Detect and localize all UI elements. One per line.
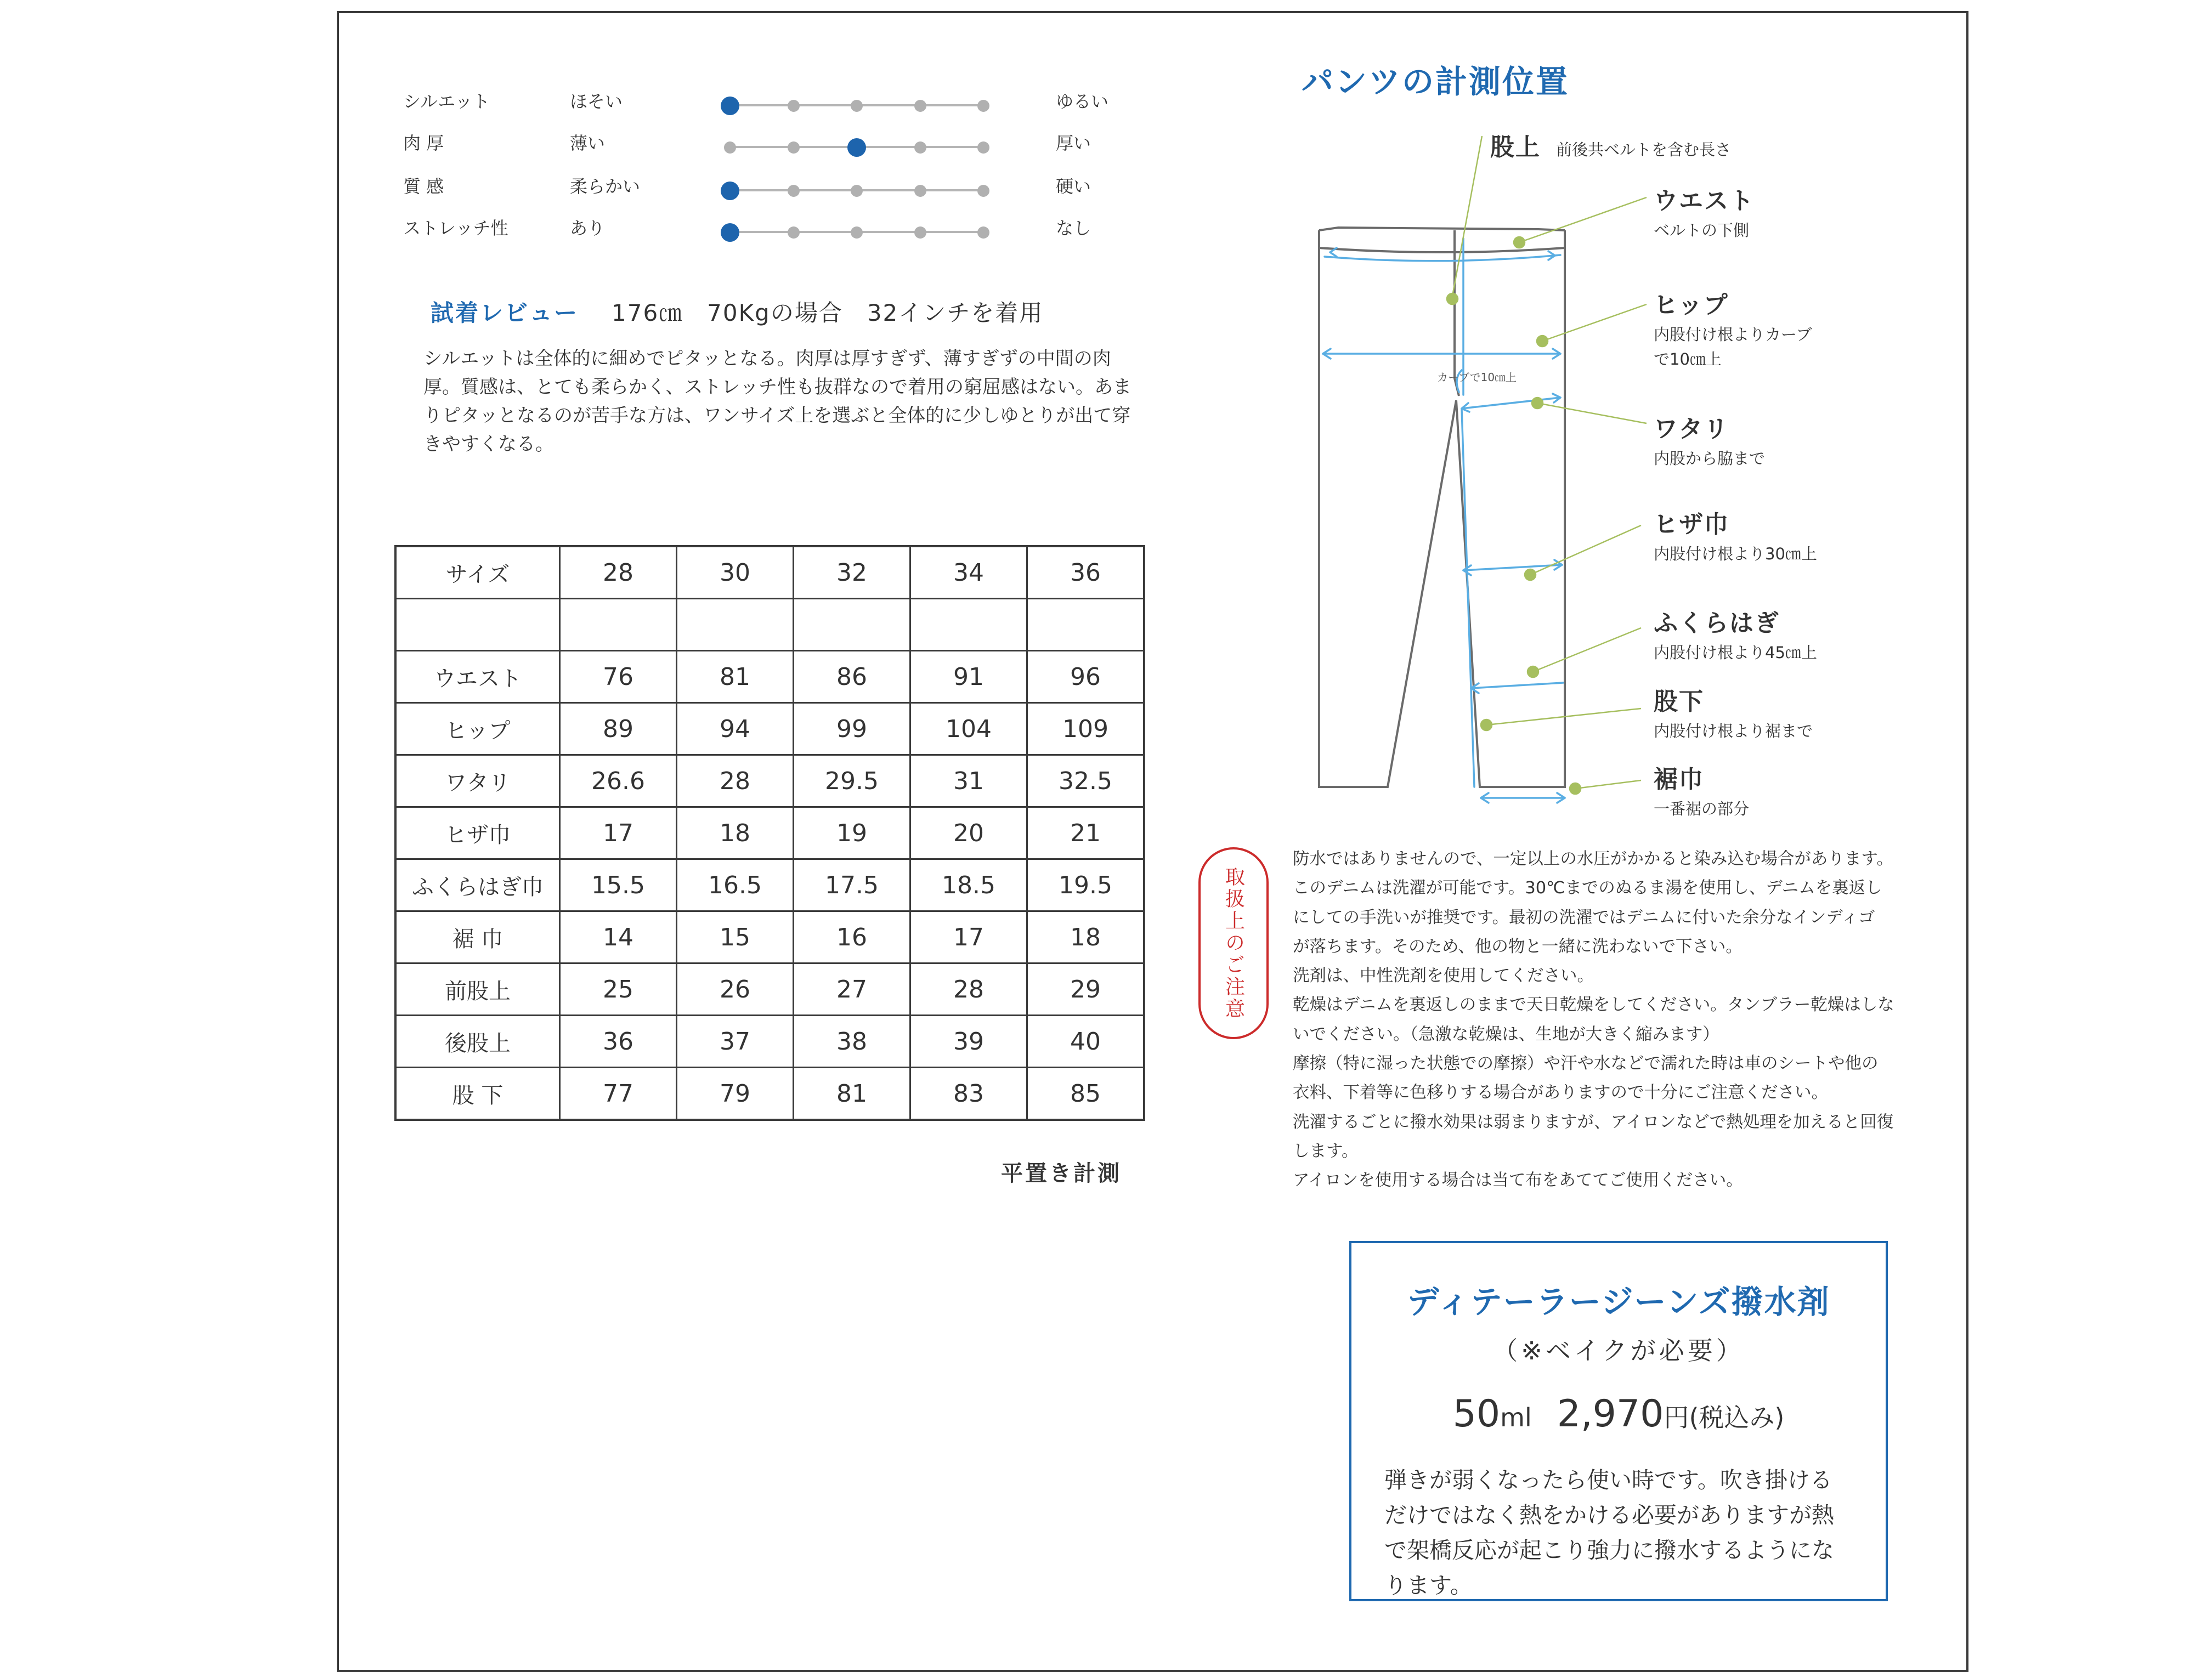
rating-dot (914, 141, 926, 154)
size-value-cell: 40 (1027, 1016, 1145, 1068)
review-subtitle: 176㎝ 70Kgの場合 32インチを着用 (612, 299, 1044, 326)
rating-low: 柔らかい (570, 176, 641, 197)
rating-dot-selected (847, 138, 866, 157)
review-heading (431, 295, 1043, 328)
rating-dot (851, 100, 863, 112)
size-value-cell: 38 (794, 1016, 910, 1068)
rating-dot (724, 141, 736, 154)
size-value-cell: 76 (560, 651, 677, 703)
rating-row (403, 125, 1171, 158)
care-line: このデニムは洗濯が可能です。30℃までのぬるま湯を使用し、デニムを裏返し (1293, 878, 1882, 898)
rating-row (403, 83, 1171, 116)
callout-inseam (1654, 682, 1813, 741)
size-value-cell: 91 (910, 651, 1027, 703)
product-price-line (1351, 1392, 1886, 1436)
rating-dot (977, 141, 989, 154)
callout-sub: 内股から脇まで (1654, 449, 1766, 468)
size-value-cell: 104 (910, 703, 1027, 755)
pants-waistband-top (1319, 228, 1565, 230)
rating-scale (722, 183, 991, 198)
care-line: 洗剤は、中性洗剤を使用してください。 (1293, 966, 1594, 986)
table-row (395, 1068, 1144, 1120)
rating-high: 厚い (1056, 133, 1091, 154)
curve-note: カーブで10㎝上 (1437, 371, 1517, 384)
size-value-cell: 21 (1027, 807, 1145, 859)
rating-low: 薄い (570, 133, 606, 154)
size-value-cell: 17 (560, 807, 677, 859)
size-value-cell: 36 (560, 1016, 677, 1068)
callout-sub: 一番裾の部分 (1654, 800, 1750, 818)
product-volume: 50 (1452, 1392, 1501, 1436)
size-value-cell (910, 599, 1027, 651)
product-volume-unit: ml (1500, 1403, 1532, 1432)
size-value-cell: 31 (910, 755, 1027, 807)
rating-dot (914, 185, 926, 197)
size-value-cell: 15.5 (560, 859, 677, 911)
callout-sub: 内股付け根より45㎝上 (1654, 643, 1817, 662)
callout-title: ウエスト (1654, 187, 1755, 215)
care-line: します。 (1293, 1141, 1359, 1161)
table-header-row (395, 546, 1144, 599)
rating-dot (914, 226, 926, 239)
size-value-cell: 27 (794, 963, 910, 1016)
table-row (395, 599, 1144, 651)
care-line: が落ちます。そのため、他の物と一緒に洗わないで下さい。 (1293, 937, 1743, 956)
table-row (395, 1016, 1144, 1068)
callout-sub: 内股付け根より裾まで (1654, 722, 1813, 740)
rating-dot (851, 226, 863, 239)
callout-title: 股上 (1490, 133, 1541, 161)
size-value-cell: 18 (677, 807, 794, 859)
callout-title: ふくらはぎ (1654, 609, 1780, 637)
size-value-cell: 96 (1027, 651, 1145, 703)
care-line: 衣料、下着等に色移りする場合がありますので十分にご注意ください。 (1293, 1083, 1828, 1103)
row-label-cell: 股 下 (395, 1068, 560, 1120)
size-value-cell: 29 (1027, 963, 1145, 1016)
callout-waist (1654, 181, 1755, 241)
callout-hip (1654, 285, 1812, 370)
rating-dot-selected (721, 223, 739, 242)
row-label-cell: ヒザ巾 (395, 807, 560, 859)
rating-label: 肉 厚 (403, 133, 444, 154)
rating-dot (851, 185, 863, 197)
size-value-cell: 17.5 (794, 859, 910, 911)
measure-lines (1323, 239, 1565, 803)
row-label-cell: ウエスト (395, 651, 560, 703)
callout-sub: 内股付け根よりカーブ (1654, 325, 1812, 344)
table-row (395, 963, 1144, 1016)
rating-label: ストレッチ性 (403, 218, 508, 239)
rating-dot (788, 141, 800, 154)
pants-silhouette (1319, 230, 1565, 787)
table-row (395, 807, 1144, 859)
rating-dot (788, 100, 800, 112)
size-value-cell: 16 (794, 911, 910, 963)
size-value-cell: 28 (910, 963, 1027, 1016)
size-value-cell: 85 (1027, 1068, 1145, 1120)
rating-dot (977, 100, 989, 112)
rating-dot (977, 226, 989, 239)
rating-dot-selected (721, 182, 739, 200)
callout-calf (1654, 603, 1817, 663)
waist-measure-line (1325, 255, 1560, 261)
size-value-cell: 109 (1027, 703, 1145, 755)
size-value-cell: 99 (794, 703, 910, 755)
size-value-cell (560, 599, 677, 651)
care-notes (1293, 844, 1918, 1195)
product-tax: (税込み) (1689, 1403, 1785, 1432)
row-label-cell: 裾 巾 (395, 911, 560, 963)
callout-title: ヒップ (1654, 291, 1729, 319)
care-line: にしての手洗いが推奨です。最初の洗濯ではデニムに付いた余分なインディゴ (1293, 908, 1875, 927)
size-value-cell: 19 (794, 807, 910, 859)
row-label-cell: 前股上 (395, 963, 560, 1016)
rating-low: あり (570, 218, 606, 239)
pants-outline (1319, 228, 1565, 787)
size-table (394, 545, 1145, 1121)
callout-leaders (1447, 136, 1647, 794)
size-value-cell (1027, 599, 1145, 651)
rating-high: ゆるい (1056, 91, 1109, 112)
size-value-cell: 32.5 (1027, 755, 1145, 807)
care-line: アイロンを使用する場合は当て布をあててご使用ください。 (1293, 1171, 1743, 1191)
table-row (395, 859, 1144, 911)
size-value-cell: 14 (560, 911, 677, 963)
table-row (395, 703, 1144, 755)
callout-hem (1654, 760, 1749, 819)
row-label-cell: サイズ (395, 546, 560, 599)
size-value-cell: 83 (910, 1068, 1027, 1120)
pants-diagram (1278, 115, 1662, 828)
product-note: （※ベイクが必要） (1492, 1336, 1745, 1365)
callout-title: 股下 (1654, 688, 1704, 716)
size-value-cell: 79 (677, 1068, 794, 1120)
rating-row (403, 168, 1171, 201)
product-price: 2,970 (1557, 1392, 1664, 1436)
size-value-cell (794, 599, 910, 651)
pants-waistband-bottom (1319, 248, 1565, 252)
callout-title: ワタリ (1654, 415, 1729, 443)
rating-dot (914, 100, 926, 112)
row-label-cell: ヒップ (395, 703, 560, 755)
rating-scale (722, 139, 991, 155)
care-line: 乾燥はデニムを裏返しのままで天日乾燥をしてください。タンブラー乾燥はしな (1293, 995, 1894, 1015)
care-line: いでください。（急激な乾燥は、生地が大きく縮みます） (1293, 1024, 1719, 1044)
row-label-cell (395, 599, 560, 651)
size-value-cell: 26.6 (560, 755, 677, 807)
table-row (395, 651, 1144, 703)
size-value-cell: 34 (910, 546, 1027, 599)
table-row (395, 755, 1144, 807)
size-value-cell: 15 (677, 911, 794, 963)
review-body: シルエットは全体的に細めでピタッとなる。肉厚は厚すぎず、薄すぎずの中間の肉厚。質感は、とても柔らかく、ストレッチ性も抜群なので着用の窮屈感はない。あまりピタッとなるのが苦手な方は、ワンサイズ上を選ぶと全体的に少しゆとりが出て穿きやすくなる。 (423, 348, 1132, 455)
thigh-measure-line (1462, 398, 1560, 409)
calf-measure-line (1471, 683, 1563, 688)
callout-thigh (1654, 409, 1765, 469)
callout-sub: 内股付け根より30㎝上 (1654, 545, 1817, 563)
care-line: 洗濯するごとに撥水効果は弱まりますが、アイロンなどで熱処理を加えると回復 (1293, 1112, 1894, 1132)
care-badge (1198, 847, 1269, 1039)
rating-dot (788, 185, 800, 197)
inseam-measure-line (1462, 409, 1474, 787)
size-value-cell (677, 599, 794, 651)
size-value-cell: 30 (677, 546, 794, 599)
callout-title: ヒザ巾 (1654, 511, 1729, 539)
rating-low: ほそい (570, 91, 623, 112)
rating-scale (722, 98, 991, 113)
care-line: 摩擦（特に湿った状態での摩擦）や汗や水などで濡れた時は車のシートや他の (1293, 1054, 1879, 1074)
rating-high: なし (1056, 218, 1091, 239)
size-value-cell: 29.5 (794, 755, 910, 807)
size-value-cell: 20 (910, 807, 1027, 859)
row-label-cell: 後股上 (395, 1016, 560, 1068)
rating-label: シルエット (403, 91, 490, 112)
product-price-unit: 円 (1664, 1403, 1689, 1432)
rating-row (403, 210, 1171, 243)
rating-label: 質 感 (403, 176, 444, 197)
size-value-cell: 81 (794, 1068, 910, 1120)
size-value-cell: 17 (910, 911, 1027, 963)
size-value-cell: 36 (1027, 546, 1145, 599)
callout-knee (1654, 505, 1817, 564)
callout-sub-2: で10㎝上 (1654, 350, 1722, 369)
size-value-cell: 18.5 (910, 859, 1027, 911)
table-row (395, 911, 1144, 963)
size-value-cell: 16.5 (677, 859, 794, 911)
size-value-cell: 86 (794, 651, 910, 703)
size-value-cell: 89 (560, 703, 677, 755)
rating-dot-selected (721, 97, 739, 115)
rating-scale (722, 224, 991, 240)
size-value-cell: 39 (910, 1016, 1027, 1068)
size-value-cell: 26 (677, 963, 794, 1016)
callout-rise (1490, 127, 1731, 162)
diagram-title: パンツの計測位置 (1302, 63, 1570, 100)
product-name: ディテーラージーンズ撥水剤 (1407, 1283, 1830, 1320)
rating-dot (788, 226, 800, 239)
flat-measure-note: 平置き計測 (1001, 1161, 1122, 1186)
care-badge-label: 取扱上のご注意 (1222, 866, 1245, 1020)
care-line: 防水ではありませんので、一定以上の水圧がかかると染み込む場合があります。 (1293, 849, 1893, 869)
row-label-cell: ワタリ (395, 755, 560, 807)
size-value-cell: 25 (560, 963, 677, 1016)
product-box (1349, 1241, 1888, 1601)
size-value-cell: 19.5 (1027, 859, 1145, 911)
callout-title: 裾巾 (1654, 766, 1704, 794)
rating-dot (977, 185, 989, 197)
size-value-cell: 77 (560, 1068, 677, 1120)
callout-sub: 前後共ベルトを含む長さ (1556, 140, 1732, 159)
size-value-cell: 37 (677, 1016, 794, 1068)
row-label-cell: ふくらはぎ巾 (395, 859, 560, 911)
callout-sub: ベルトの下側 (1654, 221, 1750, 240)
size-value-cell: 28 (560, 546, 677, 599)
size-value-cell: 18 (1027, 911, 1145, 963)
size-value-cell: 28 (677, 755, 794, 807)
size-value-cell: 32 (794, 546, 910, 599)
product-description: 弾きが弱くなったら使い時です。吹き掛けるだけではなく熱をかける必要がありますが熱で架橋反応が起こり強力に撥水するようになります。 (1384, 1467, 1834, 1599)
rating-high: 硬い (1056, 176, 1091, 197)
review-title: 試着レビュー (431, 299, 579, 326)
size-value-cell: 94 (677, 703, 794, 755)
size-value-cell: 81 (677, 651, 794, 703)
